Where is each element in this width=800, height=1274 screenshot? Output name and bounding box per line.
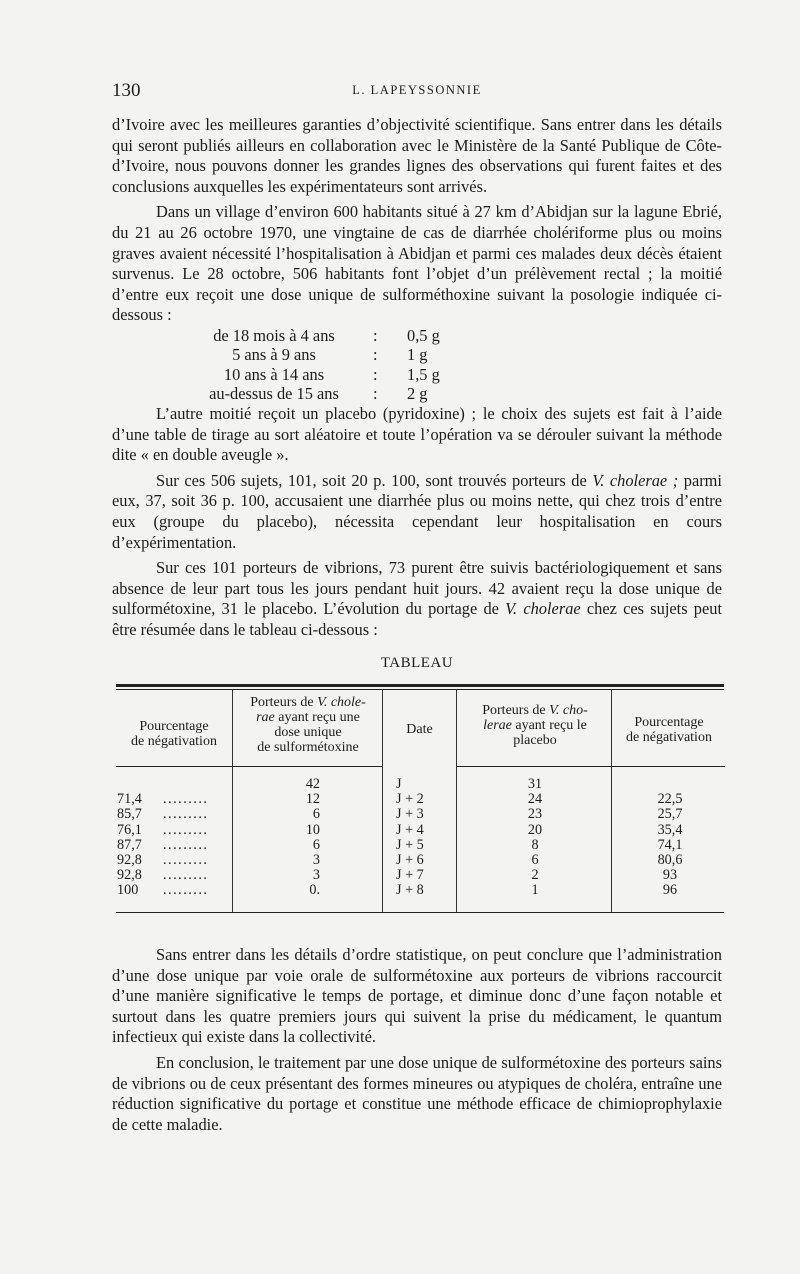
header-placebo-species-end: lerae [483,718,512,733]
column-divider [611,690,612,912]
table-cell: J + 7 [396,867,424,884]
table-cell: 2 [531,867,539,884]
header-treated-text: Porteurs de [250,695,318,710]
dosage-table [185,326,444,404]
table-cell [117,853,232,868]
header-treated-species: V. chole- [317,695,366,710]
header-percent-sublabel: de négativation [131,734,217,749]
percent-value: 100 [117,882,139,899]
table-cell: 6 [312,806,320,823]
dosage-range: 5 ans à 9 ans [232,345,316,365]
column-treated [240,777,320,899]
table-cell: J + 3 [396,806,424,823]
percent-value: 87,7 [117,836,142,853]
column-divider [232,690,233,912]
paragraph-5-species: V. cholerae [505,599,581,619]
table-cell: 10 [305,821,320,838]
header-placebo-text: placebo [513,733,557,748]
table-cell [117,868,232,883]
running-head: L. LAPEYSSONNIE [352,83,482,97]
paragraph-6: Sans entrer dans les détails d’ordre statistique, on peut conclure que l’administration d’une dose unique par voie orale de sulformétoxine aux porteurs de vibrions raccourcit d’une manière significative le temps de portage, et diminue donc d’une façon notable et surtout dans les quatre premiers jours qui suivent la prise du médicament, le quantum infectieux qui existe dans la collectivité. [112,945,722,1047]
header-placebo-text: Porteurs de [482,703,550,718]
header-placebo-species: V. cho- [549,703,588,718]
header-treated-text: ayant reçu une [274,710,360,725]
table-cell: 22,5 [657,791,683,808]
table-cell: 24 [527,791,543,808]
table-cell: 80,6 [657,851,683,868]
table-bottom-rule [116,912,724,913]
header-percent-label: Pourcentage [139,719,209,734]
table-cell: J + 6 [396,851,424,868]
paragraph-4 [112,471,722,553]
dosage-separator: : [373,384,378,404]
paragraph-1: d’Ivoire avec les meilleures garanties d’objectivité scientifique. Sans entrer dans les détails qui seront publiés ailleurs en collaboration avec le Ministère de la Santé Publique de Côte-d’Ivoire, nous pouvons donner les grandes lignes des observations qui furent faites et des conclusions auxquelles les expérimentateurs sont arrivés. [112,115,722,196]
header-placebo-line [460,718,610,733]
table-cell: J + 2 [396,791,424,808]
header-percent-label: Pourcentage [634,715,704,730]
leader-dots: ......... [163,806,209,823]
dosage-separator: : [373,345,378,365]
header-placebo-carriers [460,703,610,748]
table-top-rule [116,684,724,687]
table-cell [117,838,232,853]
dosage-range: 10 ans à 14 ans [223,364,325,384]
table-cell: 3 [312,867,320,884]
header-underline [456,766,612,767]
leader-dots: ......... [163,821,209,838]
table-cell [117,807,232,822]
table-cell: 93 [662,867,678,884]
body-text-bottom [112,945,722,1135]
table-cell: 3 [312,851,320,868]
table-cell [630,777,710,792]
dosage-separator: : [373,364,378,384]
table-cell: J + 4 [396,821,424,838]
dosage-row [185,365,444,385]
table-cell: J + 8 [396,882,424,899]
table-cell: 23 [527,806,543,823]
dosage-row [185,326,444,346]
header-date: Date [406,722,433,737]
body-text-top [112,115,722,640]
table-cell: 6 [531,851,539,868]
table-cell: J + 5 [396,836,424,853]
percent-value: 71,4 [117,791,142,808]
leader-dots: ......... [163,867,209,884]
table-cell: J [396,776,402,792]
table-cell [117,823,232,838]
paragraph-3: L’autre moitié reçoit un placebo (pyridoxine) ; le choix des sujets est fait à l’aide d’une table de tirage au sort aléatoire et toute l’opération va se dérouler suivant la méthode dite « en double aveugle ». [112,403,722,465]
column-percent-treated [117,777,232,899]
percent-value: 92,8 [117,867,142,884]
column-percent-placebo [630,777,710,899]
header-treated-text: de sulformétoxine [257,740,359,755]
header-underline [611,766,725,767]
paragraph-4-species: V. cholerae ; [592,470,679,490]
header-percent-sublabel: de négativation [626,730,712,745]
table-cell [117,792,232,807]
header-treated-line [235,695,381,710]
page-number: 130 [112,80,141,101]
header-percent-treated [116,719,232,749]
dosage-row [185,384,444,404]
table-cell: 74,1 [657,836,683,853]
paragraph-2: Dans un village d’environ 600 habitants situé à 27 km d’Abidjan sur la lagune Ebrié, du 21 au 26 octobre 1970, une vingtaine de cas de diarrhée cholériforme plus ou moins graves avaient nécessité l’hospitalisation à Abidjan et parmi ces malades deux décès étaient survenus. Le 28 octobre, 506 habitants font l’objet d’un prélèvement rectal ; la moitié d’entre eux reçoit une dose unique de sulforméthoxine suivant la posologie indiquée ci-dessous : [112,202,722,325]
column-divider [456,690,457,912]
dosage-row [185,345,444,365]
header-placebo-text: ayant reçu le [511,718,587,733]
dosage-dose: 0,5 g [407,325,440,345]
paragraph-4-text-end: parmi eux, 37, soit 36 p. 100, accusaient une diarrhée plus ou moins nette, qui chez trois d’entre eux (groupe du placebo), nécessita cependant leur hospitalisation en cours d’expérimentation. [112,470,722,552]
leader-dots: ......... [163,882,209,899]
table-cell: 1 [531,882,539,899]
table-cell [117,883,232,898]
table-cell: 8 [531,836,539,853]
table-cell: 31 [527,776,543,792]
table-cell: 6 [312,836,320,853]
header-treated-species-end: rae [256,710,275,725]
header-treated-text: dose unique [274,725,342,740]
table-cell: 20 [527,821,543,838]
leader-dots: ......... [163,836,209,853]
header-placebo-line [460,703,610,718]
paragraph-7: En conclusion, le traitement par une dose unique de sulformétoxine des porteurs sains de vibrions ou de ceux présentant des formes mineures ou atypiques de choléra, entraîne une réduction significative du portage et constitue une méthode efficace de chimioprophylaxie de cette maladie. [112,1052,722,1134]
table-cell: 12 [305,791,320,808]
dosage-dose: 2 g [407,384,428,404]
percent-value: 76,1 [117,821,142,838]
column-placebo [500,777,570,899]
leader-dots: ......... [163,791,209,808]
paragraph-5-text-end: chez ces sujets peut être résumée dans le tableau ci-dessous : [112,599,723,639]
table-cell: 42 [305,776,320,792]
page-header [112,80,722,104]
table-title: TABLEAU [380,655,454,671]
table-cell: 25,7 [657,806,683,823]
header-underline [232,766,383,767]
header-treated-carriers [235,695,381,755]
header-treated-line [235,710,381,725]
paragraph-5 [112,558,722,640]
paragraph-5-text: Sur ces 101 porteurs de vibrions, 73 purent être suivis bactériologiquement et sans absence de leur part tous les jours pendant huit jours. 42 avaient reçu la dose unique de sulformétoxine, 31 le placebo. L’évolution du portage de [112,558,722,619]
column-date [396,777,454,899]
header-percent-placebo [613,715,725,745]
table-top-rule-thin [116,689,724,690]
dosage-range: de 18 mois à 4 ans [213,325,335,345]
table-cell [117,777,232,792]
percent-value: 92,8 [117,851,142,868]
table-cell: 35,4 [657,821,683,838]
dosage-dose: 1,5 g [407,364,440,384]
header-underline [116,766,233,767]
leader-dots: ......... [163,851,209,868]
dosage-dose: 1 g [407,345,428,365]
paragraph-4-text: Sur ces 506 sujets, 101, soit 20 p. 100, sont trouvés porteurs de [156,470,593,490]
table-cell: 96 [662,882,678,899]
percent-value: 85,7 [117,806,142,823]
dosage-separator: : [373,325,378,345]
dosage-range: au-dessus de 15 ans [209,384,339,404]
table-cell: 0. [309,882,320,899]
